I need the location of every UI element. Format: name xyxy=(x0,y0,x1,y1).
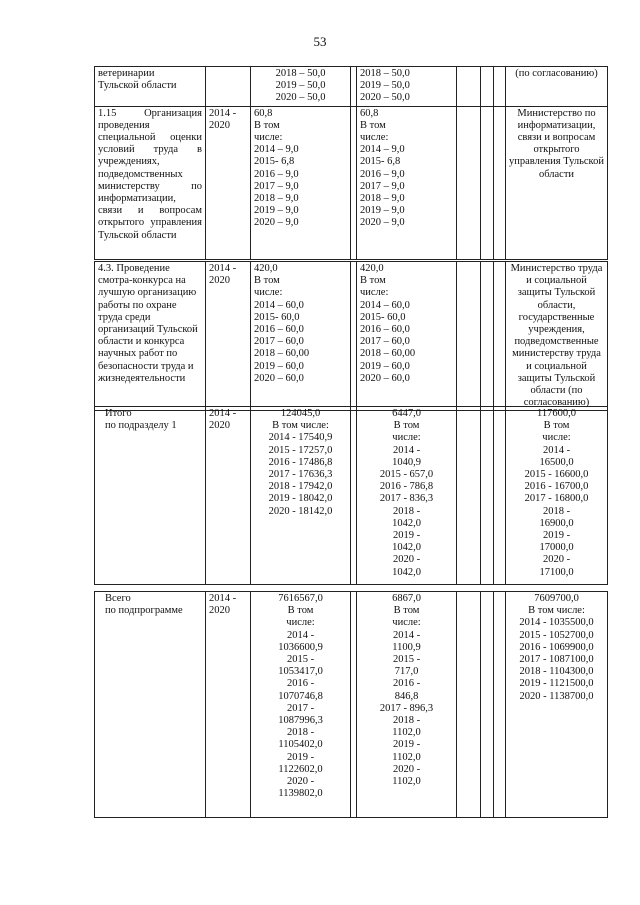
row-period-cell: 2014 - 2020 xyxy=(206,262,251,411)
table-row xyxy=(95,106,608,259)
empty-cell xyxy=(457,592,481,818)
table-row xyxy=(95,262,608,411)
row-executor-cell: 117600,0 В том числе: 2014 - 16500,0 2015 - 16600,0 2016 - 16700,0 2017 - 16800,0 2018 - 16900,0 2019 - 17000,0 2020 - 17100,0 xyxy=(506,407,608,585)
empty-cell xyxy=(481,407,494,585)
row-name-cell: Всего по подпрограмме xyxy=(95,592,206,818)
budget-table-block-3 xyxy=(94,406,608,585)
row-name-cell: 4.3. Проведение смотра-конкурса на лучшую организацию работы по охране труда среди организаций Тульской области и конкурса научных работ по безопасности труда и жизнедеятельности xyxy=(95,262,206,411)
empty-cell xyxy=(494,106,506,259)
row-executor-cell: Министерство по информатизации, связи и вопросам открытого управления Тульской области xyxy=(506,106,608,259)
empty-cell xyxy=(481,67,494,107)
row-period-cell xyxy=(206,67,251,107)
row-funding-a-cell: 60,8 В том числе: 2014 – 9,0 2015- 6,8 2016 – 9,0 2017 – 9,0 2018 – 9,0 2019 – 9,0 2020 – 9,0 xyxy=(357,106,457,259)
row-funding-a-cell: 6867,0 В том числе: 2014 - 1100,9 2015 - 717,0 2016 - 846,8 2017 - 896,3 2018 - 1102,0 2019 - 1102,0 2020 - 1102,0 xyxy=(357,592,457,818)
empty-cell xyxy=(494,67,506,107)
row-name-cell: ветеринарии Тульской области xyxy=(95,67,206,107)
row-name-cell: Итого по подразделу 1 xyxy=(95,407,206,585)
table-row xyxy=(95,67,608,107)
row-total-cell: 7616567,0 В том числе: 2014 - 1036600,9 2015 - 1053417,0 2016 - 1070746,8 2017 - 1087996,3 2018 - 1105402,0 2019 - 1122602,0 2020 - 1139802,0 xyxy=(251,592,351,818)
empty-cell xyxy=(457,67,481,107)
row-executor-cell: (по согласованию) xyxy=(506,67,608,107)
empty-cell xyxy=(494,407,506,585)
budget-table-block-1 xyxy=(94,66,608,260)
row-total-cell: 124045,0 В том числе: 2014 - 17540,9 2015 - 17257,0 2016 - 17486,8 2017 - 17636,3 2018 - 17942,0 2019 - 18042,0 2020 - 18142,0 xyxy=(251,407,351,585)
row-total-cell: 420,0 В том числе: 2014 – 60,0 2015- 60,0 2016 – 60,0 2017 – 60,0 2018 – 60,00 2019 – 60,0 2020 – 60,0 xyxy=(251,262,351,411)
row-executor-cell: Министерство труда и социальной защиты Тульской области, государственные учреждения, подведомственные министерству труда и социальной защиты Тульской области (по согласованию) xyxy=(506,262,608,411)
empty-cell xyxy=(494,592,506,818)
empty-cell xyxy=(457,106,481,259)
row-period-cell: 2014 - 2020 xyxy=(206,407,251,585)
table-row xyxy=(95,592,608,818)
row-total-cell: 60,8 В том числе: 2014 – 9,0 2015- 6,8 2016 – 9,0 2017 – 9,0 2018 – 9,0 2019 – 9,0 2020 – 9,0 xyxy=(251,106,351,259)
row-name-cell: 1.15 Организация проведения специальной оценки условий труда в учреждениях, подведомственных министерству по информатизации, связи и вопросам открытого управления Тульской области xyxy=(95,106,206,259)
row-period-cell: 2014 - 2020 xyxy=(206,592,251,818)
row-funding-a-cell: 2018 – 50,0 2019 – 50,0 2020 – 50,0 xyxy=(357,67,457,107)
empty-cell xyxy=(481,262,494,411)
row-funding-a-cell: 420,0 В том числе: 2014 – 60,0 2015- 60,0 2016 – 60,0 2017 – 60,0 2018 – 60,00 2019 – 60,0 2020 – 60,0 xyxy=(357,262,457,411)
row-total-cell: 2018 – 50,0 2019 – 50,0 2020 – 50,0 xyxy=(251,67,351,107)
empty-cell xyxy=(481,106,494,259)
page-number: 53 xyxy=(313,34,327,49)
empty-cell xyxy=(457,262,481,411)
budget-table-block-2 xyxy=(94,261,608,411)
table-row xyxy=(95,407,608,585)
empty-cell xyxy=(494,262,506,411)
row-funding-a-cell: 6447,0 В том числе: 2014 - 1040,9 2015 - 657,0 2016 - 786,8 2017 - 836,3 2018 - 1042,0 2019 - 1042,0 2020 - 1042,0 xyxy=(357,407,457,585)
empty-cell xyxy=(457,407,481,585)
empty-cell xyxy=(481,592,494,818)
row-period-cell: 2014 - 2020 xyxy=(206,106,251,259)
row-executor-cell: 7609700,0 В том числе: 2014 - 1035500,0 2015 - 1052700,0 2016 - 1069900,0 2017 - 1087100,0 2018 - 1104300,0 2019 - 1121500,0 2020 - 1138700,0 xyxy=(506,592,608,818)
budget-table-block-4 xyxy=(94,591,608,818)
